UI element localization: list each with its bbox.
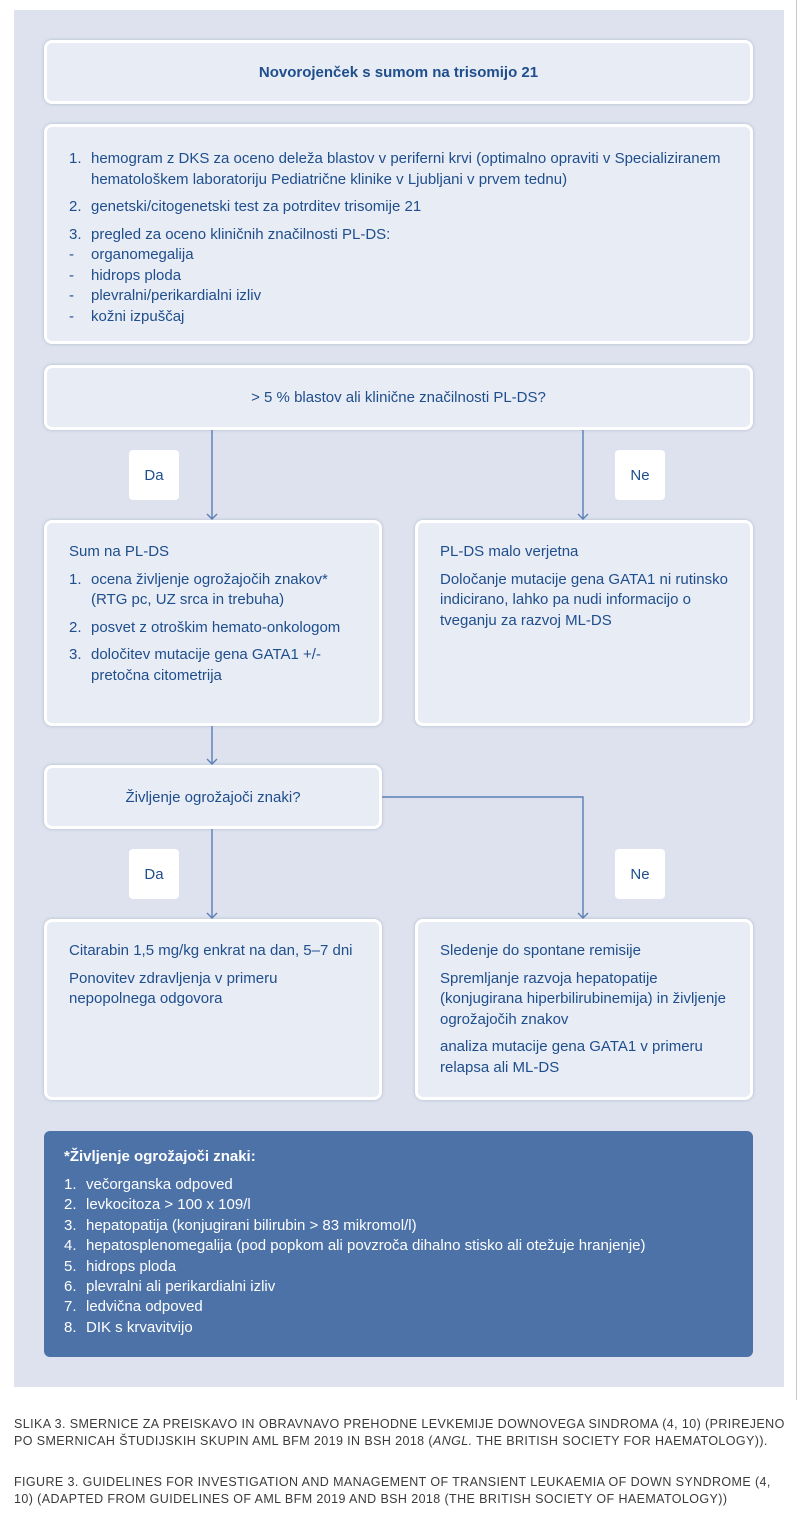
figure-caption-en: FIGURE 3. GUIDELINES FOR INVESTIGATION AND MANAGEMENT OF TRANSIENT LEUKAEMIA OF DOWN SYNDROME (4, 10) (ADAPTED FROM GUIDELINES OF AML BFM 2019 AND BSH 2018 (THE BRITISH SOCIETY OF HAEMATOLOGY)) xyxy=(14,1475,771,1506)
note-item: 1. večorganska odpoved xyxy=(64,1176,233,1193)
bullet-item: - hidrops ploda xyxy=(69,266,182,284)
step-item: 3. pregled za oceno kliničnih značilnosti PL-DS: xyxy=(69,225,391,243)
unlikely-pl-ds-box xyxy=(415,520,753,726)
initial-steps-box xyxy=(44,124,753,344)
box-heading: PL-DS malo verjetna xyxy=(440,543,579,560)
life-threatening-signs-note xyxy=(44,1131,753,1357)
figure-caption-sl: SLIKA 3. SMERNICE ZA PREISKAVO IN OBRAVNAVO PREHODNE LEVKEMIJE DOWNOVEGA SINDROMA (4, 10) (PRIREJENO PO SMERNICAH ŠTUDIJSKIH SKUPIN AML BFM 2019 IN BSH 2018 (ANGL. THE BRITISH SOCIETY FOR HAEMATOLOGY)). xyxy=(14,1417,785,1448)
bullet-item: - organomegalija xyxy=(69,246,194,263)
note-item: 3. hepatopatija (konjugirani bilirubin > 83 mikromol/l) xyxy=(64,1216,417,1234)
box-text: analiza mutacije gena GATA1 v primeru relapsa ali ML-DS xyxy=(440,1038,703,1076)
box-text: Spremljanje razvoja hepatopatije (konjugirana hiperbilirubinemija) in življenje ogrožajočih znakov xyxy=(440,969,726,1028)
box-text: Določanje mutacije gena GATA1 ni rutinsko indicirano, lahko pa nudi informacijo o tveganju za razvoj ML-DS xyxy=(440,570,728,629)
note-item: 7. ledvična odpoved xyxy=(64,1298,203,1316)
decision-box-blasts xyxy=(44,365,753,430)
note-item: 6. plevralni ali perikardialni izliv xyxy=(64,1278,276,1296)
branch-label-yes: Da xyxy=(129,849,179,899)
note-title: *Življenje ogrožajoči znaki: xyxy=(64,1148,256,1165)
box-text: Ponovitev zdravljenja v primeru nepopolnega odgovora xyxy=(69,969,278,1007)
note-item: 2. levkocitoza > 100 x 109/l xyxy=(64,1196,251,1214)
note-item: 8. DIK s krvavitvijo xyxy=(64,1318,193,1336)
branch-label-no: Ne xyxy=(615,849,665,899)
start-title: Novorojenček s sumom na trisomijo 21 xyxy=(258,63,539,81)
box-heading: Sum na PL-DS xyxy=(69,543,170,560)
arrow-question2-to-followup xyxy=(381,797,583,918)
box-text: Citarabin 1,5 mg/kg enkrat na dan, 5–7 dni xyxy=(69,942,353,959)
branch-label-no: Ne xyxy=(615,450,665,500)
treatment-box xyxy=(44,919,382,1100)
bullet-item: - plevralni/perikardialni izliv xyxy=(69,287,262,304)
decision-box-life-threatening xyxy=(44,765,382,829)
step-item: 2. posvet z otroškim hemato-onkologom xyxy=(69,618,341,636)
box-heading: Sledenje do spontane remisije xyxy=(440,942,641,959)
decision-question: > 5 % blastov ali klinične značilnosti PL-DS? xyxy=(251,389,546,406)
note-item: 4. hepatosplenomegalija (pod popkom ali povzroča dihalno stisko ali otežuje hranjenje) xyxy=(64,1237,646,1255)
suspect-pl-ds-box xyxy=(44,520,382,726)
note-item: 5. hidrops ploda xyxy=(64,1257,177,1275)
step-item: 3. določitev mutacije gena GATA1 +/- pretočna citometrija xyxy=(69,646,321,684)
step-item: 1. hemogram z DKS za oceno deleža blastov v periferni krvi (optimalno opraviti v Specializiranem hematološkem laboratoriju Pediatrične klinike v Ljubljani v prvem tednu) xyxy=(69,150,721,188)
start-box xyxy=(44,40,753,104)
step-item: 1. ocena življenje ogrožajočih znakov* (RTG pc, UZ srca in trebuha) xyxy=(69,570,328,608)
decision-question: Življenje ogrožajoči znaki? xyxy=(125,788,301,806)
step-item: 2. genetski/citogenetski test za potrditev trisomije 21 xyxy=(69,198,422,215)
bullet-item: - kožni izpuščaj xyxy=(69,307,185,325)
branch-label-yes: Da xyxy=(129,450,179,500)
follow-up-box xyxy=(415,919,753,1100)
